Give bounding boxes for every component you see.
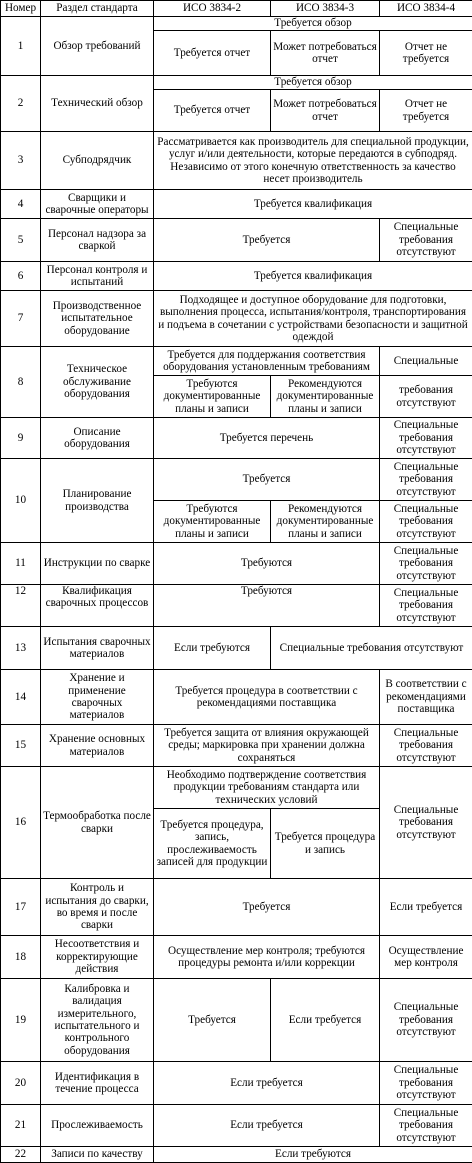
header-number: Номер bbox=[1, 1, 41, 17]
header-iso-3834-3: ИСО 3834-3 bbox=[271, 1, 380, 17]
table-row bbox=[1, 1062, 472, 1105]
table-row bbox=[1, 936, 472, 979]
row-number: 4 bbox=[1, 190, 41, 219]
cell-iso-3834-2: Требуются документированные планы и записи bbox=[154, 501, 271, 543]
row-section: Описание оборудования bbox=[41, 418, 154, 459]
row-section: Планирование производства bbox=[41, 459, 154, 543]
table-row bbox=[1, 347, 472, 376]
row-number: 13 bbox=[1, 627, 41, 670]
row-number: 10 bbox=[1, 459, 41, 543]
cell-iso-3834-2-3: Требуется перечень bbox=[154, 418, 380, 459]
cell-iso-3834-4: Специальные требования отсутствуют bbox=[380, 501, 472, 543]
cell-iso-3834-2-3: Требуется bbox=[154, 219, 380, 262]
row-section: Технический обзор bbox=[41, 76, 154, 132]
row-section: Субподрядчик bbox=[41, 132, 154, 190]
cell-iso-3834-2-3: Если требуется bbox=[154, 1105, 380, 1147]
cell-iso-3834-2: Требуется отчет bbox=[154, 31, 271, 76]
cell-iso-3834-2-3: Осуществление мер контроля; требуются процедуры ремонта и/или коррекции bbox=[154, 936, 380, 979]
cell-all-standards: Подходящее и доступное оборудование для подготовки, выполнения процесса, испытания/контроля, транспортирования и подъема в сочетании с устройствами безопасности и защитной одеждой bbox=[154, 291, 472, 347]
row-section: Термообработка после сварки bbox=[41, 767, 154, 879]
row-number: 17 bbox=[1, 879, 41, 936]
cell-iso-3834-2-3: Требуется процедура в соответствии с рекомендациями поставщика bbox=[154, 670, 380, 725]
row-number: 1 bbox=[1, 17, 41, 76]
table-row bbox=[1, 725, 472, 767]
row-number: 5 bbox=[1, 219, 41, 262]
row-number: 6 bbox=[1, 262, 41, 291]
cell-iso-3834-4: Специальные требования отсутствуют bbox=[380, 459, 472, 501]
cell-iso-3834-2: Требуются документированные планы и записи bbox=[154, 376, 271, 418]
table-row bbox=[1, 585, 472, 627]
cell-iso-3834-3: Если требуется bbox=[271, 979, 380, 1062]
cell-iso-3834-2: Требуется отчет bbox=[154, 90, 271, 132]
cell-iso-3834-3: Рекомендуются документированные планы и записи bbox=[271, 501, 380, 543]
row-section: Персонал контроля и испытаний bbox=[41, 262, 154, 291]
row-number: 12 bbox=[1, 585, 41, 627]
row-number: 21 bbox=[1, 1105, 41, 1147]
table-row bbox=[1, 1147, 472, 1163]
table-row bbox=[1, 418, 472, 459]
row-number: 19 bbox=[1, 979, 41, 1062]
cell-iso-3834-4: Специальные требования отсутствуют bbox=[380, 219, 472, 262]
header-iso-3834-2: ИСО 3834-2 bbox=[154, 1, 271, 17]
row-number: 18 bbox=[1, 936, 41, 979]
cell-iso-3834-4: Специальные bbox=[380, 347, 472, 376]
cell-iso-3834-4: Специальные требования отсутствуют bbox=[380, 979, 472, 1062]
table-row bbox=[1, 879, 472, 936]
row-section: Сварщики и сварочные операторы bbox=[41, 190, 154, 219]
row-number: 7 bbox=[1, 291, 41, 347]
table-row bbox=[1, 262, 472, 291]
row-number: 9 bbox=[1, 418, 41, 459]
header-section: Раздел стандарта bbox=[41, 1, 154, 17]
row-number: 16 bbox=[1, 767, 41, 879]
cell-iso-3834-3-4: Специальные требования отсутствуют bbox=[271, 627, 472, 670]
cell-iso-3834-2-3: Требуются bbox=[154, 585, 380, 627]
row-section: Персонал надзора за сваркой bbox=[41, 219, 154, 262]
cell-all-standards: Если требуются bbox=[154, 1147, 472, 1163]
row-number: 22 bbox=[1, 1147, 41, 1163]
cell-iso-3834-2-3: Требуется bbox=[154, 459, 380, 501]
table-row bbox=[1, 767, 472, 809]
row-number: 20 bbox=[1, 1062, 41, 1105]
header-row bbox=[1, 1, 472, 17]
table-row bbox=[1, 979, 472, 1062]
cell-iso-3834-2: Требуется процедура, запись, прослеживаемость записей для продукции bbox=[154, 809, 271, 879]
header-iso-3834-4: ИСО 3834-4 bbox=[380, 1, 472, 17]
cell-iso-3834-4: Специальные требования отсутствуют bbox=[380, 585, 472, 627]
cell-iso-3834-4: Отчет не требуется bbox=[380, 90, 472, 132]
row-number: 11 bbox=[1, 543, 41, 585]
row-number: 8 bbox=[1, 347, 41, 418]
row-section: Контроль и испытания до сварки, во время и после сварки bbox=[41, 879, 154, 936]
cell-iso-3834-2-3: Требуется для поддержания соответствия оборудования установленным требованиям bbox=[154, 347, 380, 376]
cell-iso-3834-2: Требуется bbox=[154, 979, 271, 1062]
table-row bbox=[1, 132, 472, 190]
cell-iso-3834-4: Специальные требования отсутствуют bbox=[380, 418, 472, 459]
cell-iso-3834-2-3: Требуется bbox=[154, 879, 380, 936]
row-section: Хранение основных материалов bbox=[41, 725, 154, 767]
row-section: Прослеживаемость bbox=[41, 1105, 154, 1147]
table-row bbox=[1, 543, 472, 585]
row-number: 15 bbox=[1, 725, 41, 767]
row-section: Производственное испытательное оборудование bbox=[41, 291, 154, 347]
table-row bbox=[1, 627, 472, 670]
cell-all-standards: Требуется квалификация bbox=[154, 262, 472, 291]
cell-iso-3834-2-3: Требуются bbox=[154, 543, 380, 585]
row-section: Хранение и применение сварочных материалов bbox=[41, 670, 154, 725]
cell-all-standards: Требуется обзор bbox=[154, 76, 472, 90]
table-row bbox=[1, 291, 472, 347]
table-row bbox=[1, 17, 472, 31]
cell-iso-3834-4: Специальные требования отсутствуют bbox=[380, 725, 472, 767]
row-section: Калибровка и валидация измерительного, испытательного и контрольного оборудования bbox=[41, 979, 154, 1062]
cell-iso-3834-3: Может потребоваться отчет bbox=[271, 90, 380, 132]
row-section: Записи по качеству bbox=[41, 1147, 154, 1163]
cell-iso-3834-2-3: Необходимо подтверждение соответствия продукции требованиям стандарта или технических условий bbox=[154, 767, 380, 809]
cell-iso-3834-4: В соответствии с рекомендациями поставщика bbox=[380, 670, 472, 725]
row-number: 3 bbox=[1, 132, 41, 190]
cell-iso-3834-3: Требуется процедура и запись bbox=[271, 809, 380, 879]
row-section: Испытания сварочных материалов bbox=[41, 627, 154, 670]
row-section: Квалификация сварочных процессов bbox=[41, 585, 154, 627]
cell-iso-3834-2-3: Требуется защита от влияния окружающей среды; маркировка при хранении должна сохраняться bbox=[154, 725, 380, 767]
table-row bbox=[1, 459, 472, 501]
table-row bbox=[1, 190, 472, 219]
table-row bbox=[1, 76, 472, 90]
cell-iso-3834-2-3: Если требуется bbox=[154, 1062, 380, 1105]
cell-iso-3834-4: Специальные требования отсутствуют bbox=[380, 543, 472, 585]
cell-iso-3834-4: Если требуется bbox=[380, 879, 472, 936]
cell-iso-3834-4: Отчет не требуется bbox=[380, 31, 472, 76]
cell-iso-3834-4: Специальные требования отсутствуют bbox=[380, 1105, 472, 1147]
cell-iso-3834-2: Если требуются bbox=[154, 627, 271, 670]
cell-iso-3834-3: Рекомендуются документированные планы и записи bbox=[271, 376, 380, 418]
table-row bbox=[1, 1105, 472, 1147]
row-section: Обзор требований bbox=[41, 17, 154, 76]
cell-iso-3834-4: требования отсутствуют bbox=[380, 376, 472, 418]
row-section: Идентификация в течение процесса bbox=[41, 1062, 154, 1105]
cell-iso-3834-3: Может потребоваться отчет bbox=[271, 31, 380, 76]
cell-all-standards: Требуется квалификация bbox=[154, 190, 472, 219]
cell-iso-3834-4: Специальные требования отсутствуют bbox=[380, 767, 472, 879]
cell-all-standards: Рассматривается как производитель для специальной продукции, услуг и/или деятельности, которые передаются в субподряд. Независимо от этого конечную ответственность за качество несет производитель bbox=[154, 132, 472, 190]
table-row bbox=[1, 670, 472, 725]
row-number: 2 bbox=[1, 76, 41, 132]
row-number: 14 bbox=[1, 670, 41, 725]
cell-all-standards: Требуется обзор bbox=[154, 17, 472, 31]
cell-iso-3834-4: Осуществление мер контроля bbox=[380, 936, 472, 979]
row-section: Инструкции по сварке bbox=[41, 543, 154, 585]
row-section: Техническое обслуживание оборудования bbox=[41, 347, 154, 418]
table-row bbox=[1, 219, 472, 262]
cell-iso-3834-4: Специальные требования отсутствуют bbox=[380, 1062, 472, 1105]
row-section: Несоответствия и корректирующие действия bbox=[41, 936, 154, 979]
